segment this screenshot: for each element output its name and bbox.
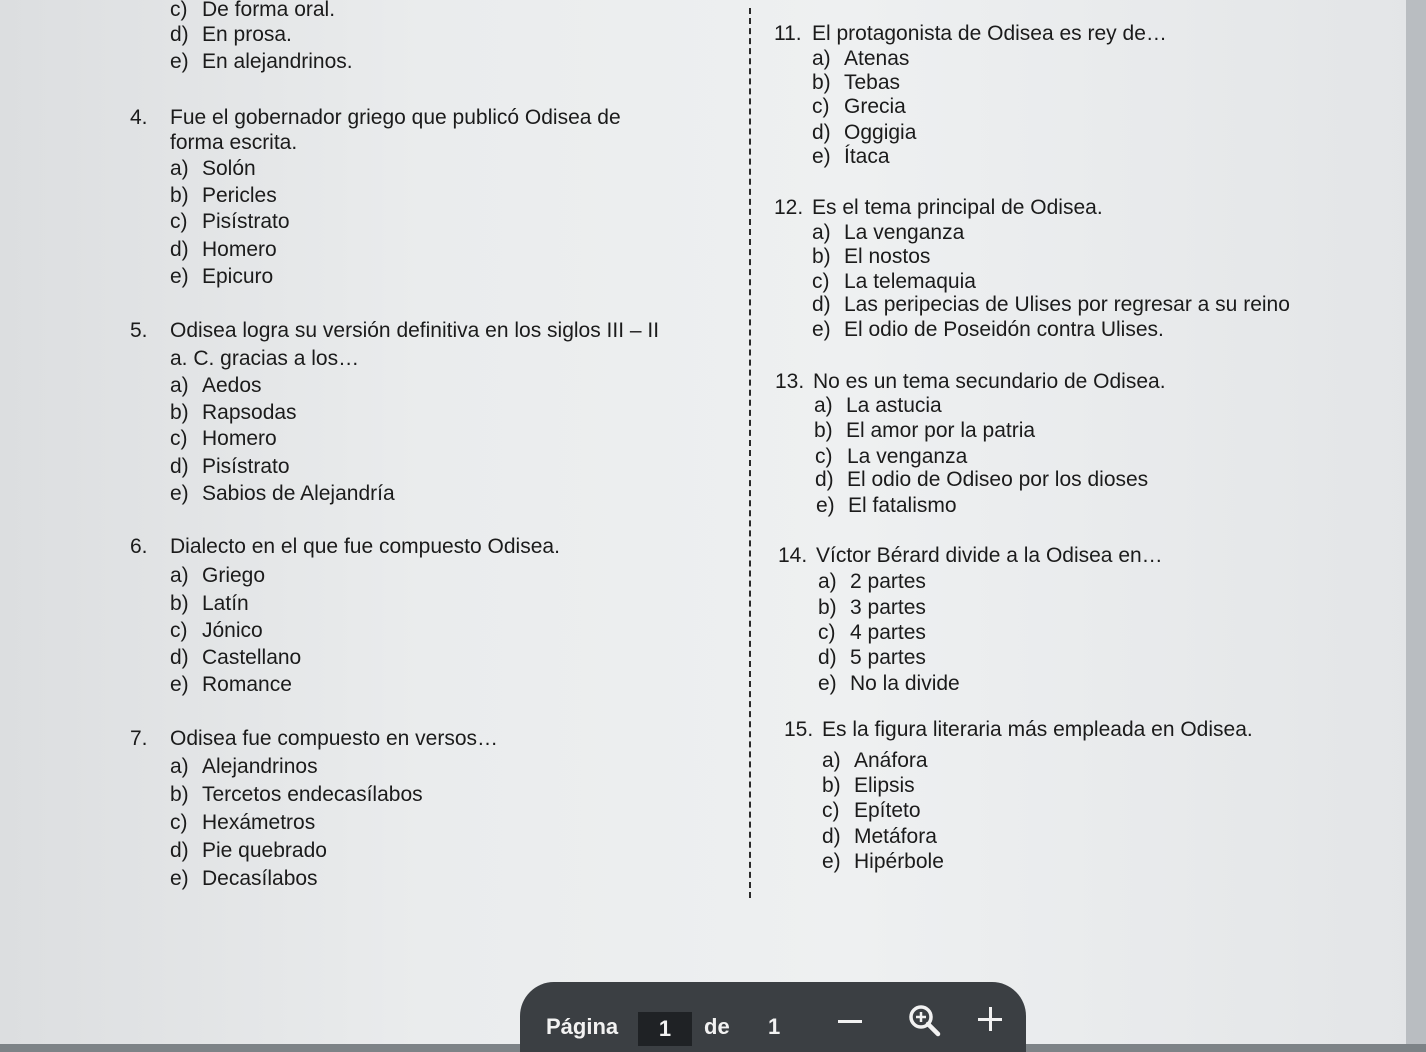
option-text: Homero — [202, 427, 277, 450]
question-number: 5. — [130, 319, 148, 342]
option-text: Rapsodas — [202, 401, 297, 424]
option-text: El amor por la patria — [846, 419, 1036, 442]
option-letter: c) — [170, 427, 188, 450]
option-letter: a) — [170, 157, 189, 180]
answer-option — [170, 210, 290, 234]
option-text: Griego — [202, 564, 266, 587]
answer-option — [812, 121, 916, 145]
answer-option — [822, 749, 928, 773]
option-text: 5 partes — [850, 646, 926, 669]
option-letter: c) — [812, 95, 830, 118]
question-text: El protagonista de Odisea es rey de… — [812, 22, 1167, 45]
option-letter: e) — [170, 50, 189, 73]
question-number: 7. — [130, 727, 148, 750]
answer-option — [170, 427, 277, 451]
zoom-button[interactable] — [906, 1002, 942, 1038]
answer-option — [170, 455, 290, 479]
question-number: 11. — [774, 22, 802, 45]
option-text: Latín — [202, 592, 249, 615]
option-letter: e) — [812, 145, 831, 168]
option-text: Elipsis — [854, 774, 915, 797]
option-letter: a) — [814, 394, 833, 417]
option-letter: a) — [812, 221, 831, 244]
question-text: Es el tema principal de Odisea. — [812, 196, 1103, 219]
option-text: Castellano — [202, 646, 302, 669]
option-text: Hipérbole — [854, 850, 944, 873]
question-heading — [774, 196, 1103, 220]
answer-option — [818, 621, 926, 645]
answer-option — [170, 564, 265, 588]
option-text: Tebas — [844, 71, 901, 94]
option-letter: c) — [170, 0, 188, 21]
answer-option — [170, 867, 318, 891]
question-number: 14. — [778, 544, 808, 567]
question-heading — [778, 544, 1163, 568]
option-letter: d) — [170, 23, 189, 46]
option-letter: b) — [170, 184, 189, 207]
option-letter: b) — [812, 245, 831, 268]
answer-option — [822, 799, 921, 823]
option-letter: e) — [816, 494, 835, 517]
option-letter: b) — [170, 783, 189, 806]
answer-option — [822, 825, 937, 849]
answer-option — [812, 270, 976, 294]
option-letter: d) — [170, 455, 189, 478]
question-text-continuation: forma escrita. — [170, 131, 298, 154]
option-letter: a) — [818, 570, 837, 593]
answer-option — [170, 592, 249, 616]
option-text: El fatalismo — [848, 494, 957, 517]
total-pages: 1 — [768, 1014, 781, 1039]
question-heading — [774, 22, 1167, 46]
answer-option — [822, 774, 915, 798]
option-text: Alejandrinos — [202, 755, 318, 778]
option-letter: d) — [815, 468, 834, 491]
question-number: 15. — [784, 718, 814, 741]
option-text: Romance — [202, 673, 292, 696]
option-letter: d) — [170, 646, 189, 669]
answer-option — [170, 23, 292, 47]
option-letter: a) — [170, 564, 189, 587]
option-letter: a) — [812, 47, 831, 70]
option-text: Pericles — [202, 184, 277, 207]
answer-option — [812, 95, 906, 119]
option-letter: c) — [170, 811, 188, 834]
zoom-in-button[interactable] — [976, 1002, 1006, 1038]
option-text: 3 partes — [850, 596, 926, 619]
option-text: No la divide — [850, 672, 960, 695]
option-letter: c) — [815, 445, 833, 468]
page-navigation-toolbar — [520, 982, 1026, 1052]
option-text: El nostos — [844, 245, 931, 268]
option-text: Grecia — [844, 95, 906, 118]
option-text: La telemaquia — [844, 270, 976, 293]
option-text: 4 partes — [850, 621, 926, 644]
option-text: Epíteto — [854, 799, 921, 822]
question-heading — [130, 319, 659, 343]
option-letter: c) — [822, 799, 840, 822]
answer-option — [822, 850, 944, 874]
option-letter: a) — [170, 755, 189, 778]
option-text: Pie quebrado — [202, 839, 327, 862]
answer-option — [818, 596, 926, 620]
question-text: No es un tema secundario de Odisea. — [813, 370, 1166, 393]
question-number: 4. — [130, 106, 148, 129]
option-letter: c) — [818, 621, 836, 644]
option-text: Jónico — [202, 619, 263, 642]
option-text: De forma oral. — [202, 0, 336, 21]
answer-option — [170, 619, 263, 643]
option-text: La venganza — [847, 445, 968, 468]
answer-option — [815, 468, 1148, 492]
answer-option — [170, 0, 335, 22]
answer-option — [818, 646, 926, 670]
option-text: Solón — [202, 157, 256, 180]
option-letter: c) — [812, 270, 830, 293]
page-label: Página — [546, 1014, 619, 1039]
question-text: Fue el gobernador griego que publicó Odisea de — [170, 106, 621, 129]
answer-option — [170, 839, 327, 863]
option-letter: a) — [170, 374, 189, 397]
answer-option — [812, 71, 900, 95]
question-text: Es la figura literaria más empleada en Odisea. — [822, 718, 1253, 741]
option-letter: d) — [812, 293, 831, 316]
answer-option — [170, 482, 395, 506]
answer-option — [170, 811, 315, 835]
option-text: La venganza — [844, 221, 965, 244]
option-letter: d) — [818, 646, 837, 669]
option-text: Hexámetros — [202, 811, 316, 834]
answer-option — [170, 265, 273, 289]
answer-option — [170, 401, 297, 425]
answer-option — [814, 394, 942, 418]
option-text: Aedos — [202, 374, 262, 397]
answer-option — [812, 293, 1290, 317]
answer-option — [814, 419, 1035, 443]
option-text: Epicuro — [202, 265, 274, 288]
option-letter: e) — [170, 673, 189, 696]
answer-option — [815, 445, 967, 469]
question-number: 6. — [130, 535, 148, 558]
option-text: El odio de Poseidón contra Ulises. — [844, 318, 1164, 341]
option-text: Sabios de Alejandría — [202, 482, 395, 505]
current-page-input[interactable]: 1 — [638, 1012, 692, 1046]
option-text: Homero — [202, 238, 277, 261]
question-text: Víctor Bérard divide a la Odisea en… — [816, 544, 1163, 567]
option-letter: b) — [814, 419, 833, 442]
question-heading — [784, 718, 1253, 742]
option-letter: e) — [170, 867, 189, 890]
question-text-continuation: a. C. gracias a los… — [170, 347, 360, 370]
option-text: Pisístrato — [202, 210, 290, 233]
question-text: Odisea fue compuesto en versos… — [170, 727, 499, 750]
option-letter: e) — [170, 265, 189, 288]
option-text: En alejandrinos. — [202, 50, 353, 73]
option-letter: b) — [822, 774, 841, 797]
column-divider — [749, 8, 751, 898]
option-text: En prosa. — [202, 23, 292, 46]
answer-option — [170, 755, 318, 779]
option-letter: e) — [822, 850, 841, 873]
option-text: La astucia — [846, 394, 942, 417]
option-letter: b) — [170, 401, 189, 424]
option-letter: d) — [170, 238, 189, 261]
option-letter: d) — [812, 121, 831, 144]
answer-option — [170, 157, 256, 181]
option-letter: e) — [818, 672, 837, 695]
option-letter: d) — [170, 839, 189, 862]
option-letter: d) — [822, 825, 841, 848]
answer-option — [170, 673, 292, 697]
question-number: 13. — [775, 370, 805, 393]
answer-option — [818, 672, 960, 696]
option-letter: b) — [170, 592, 189, 615]
option-text: Tercetos endecasílabos — [202, 783, 423, 806]
option-text: Decasílabos — [202, 867, 318, 890]
option-text: Anáfora — [854, 749, 928, 772]
of-label: de — [704, 1014, 730, 1039]
option-text: Oggigia — [844, 121, 917, 144]
question-number: 12. — [774, 196, 804, 219]
option-text: Atenas — [844, 47, 910, 70]
answer-option — [812, 221, 964, 245]
answer-option — [818, 570, 926, 594]
question-heading — [130, 106, 621, 130]
option-text: El odio de Odiseo por los dioses — [847, 468, 1149, 491]
option-letter: c) — [170, 210, 188, 233]
answer-option — [812, 245, 930, 269]
option-letter: e) — [170, 482, 189, 505]
question-heading — [775, 370, 1166, 394]
scrollbar-track[interactable] — [1406, 0, 1426, 1044]
option-text: Pisístrato — [202, 455, 290, 478]
answer-option — [170, 646, 301, 670]
option-letter: e) — [812, 318, 831, 341]
answer-option — [170, 50, 353, 74]
option-letter: c) — [170, 619, 188, 642]
answer-option — [170, 374, 262, 398]
answer-option — [816, 494, 957, 518]
question-text: Dialecto en el que fue compuesto Odisea. — [170, 535, 560, 558]
answer-option — [812, 318, 1164, 342]
answer-option — [170, 783, 423, 807]
option-text: Metáfora — [854, 825, 937, 848]
option-letter: b) — [818, 596, 837, 619]
option-text: Ítaca — [844, 145, 890, 168]
question-heading — [130, 535, 560, 559]
question-text: Odisea logra su versión definitiva en los siglos III – II — [170, 319, 660, 342]
option-text: Las peripecias de Ulises por regresar a su reino — [844, 293, 1290, 316]
option-letter: a) — [822, 749, 841, 772]
zoom-out-button[interactable] — [838, 1004, 864, 1038]
magnifier-icon — [906, 1002, 942, 1038]
answer-option — [170, 184, 277, 208]
option-text: 2 partes — [850, 570, 926, 593]
option-letter: b) — [812, 71, 831, 94]
question-heading — [130, 727, 498, 751]
answer-option — [170, 238, 277, 262]
answer-option — [812, 47, 909, 71]
answer-option — [812, 145, 890, 169]
